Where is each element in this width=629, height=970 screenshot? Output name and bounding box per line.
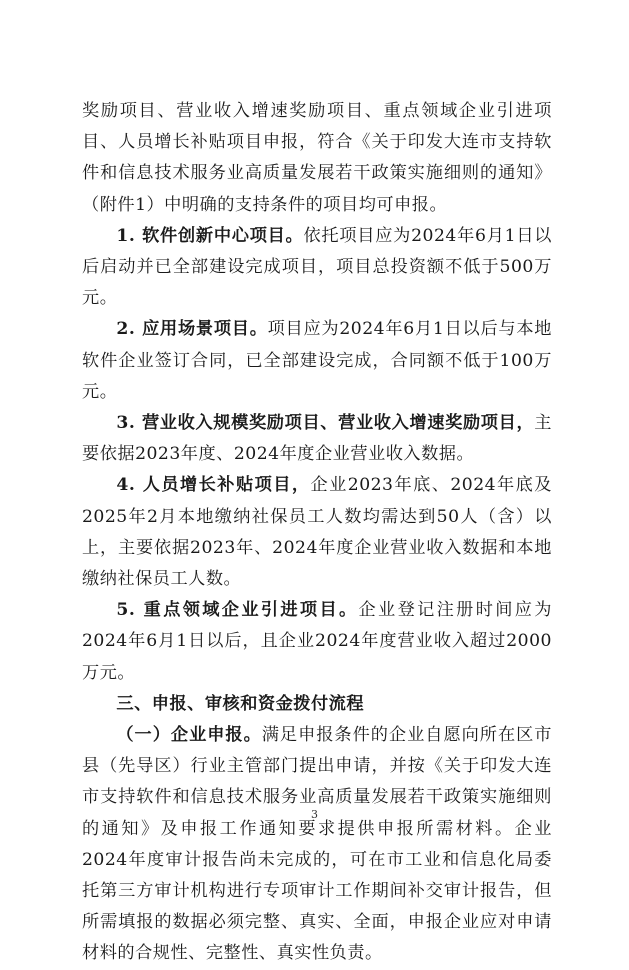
item-1-title: 1. 软件创新中心项目。: [116, 225, 304, 246]
section-heading: 三、申报、审核和资金拨付流程: [116, 693, 365, 714]
paragraph-item-1: [82, 221, 552, 315]
subsection-1-body: 满足申报条件的企业自愿向所在区市县（先导区）行业主管部门提出申请，并按《关于印发大连市支持软件和信息技术服务业高质量发展若干政策实施细则的通知》及申报工作通知要求提供申报所需材料。企业2024年度审计报告尚未完成的，可在市工业和信息化局委托第三方审计机构进行专项审计工作期间补交审计报告，但所需填报的数据必须完整、真实、全面，申报企业应对申请材料的合规性、完整性、真实性负责。: [82, 725, 552, 964]
paragraph-item-5: [82, 595, 552, 689]
item-2-body: 项目应为2024年6月1日以后与本地软件企业签订合同，已全部建设完成，合同额不低于100万元。: [82, 319, 552, 402]
document-body: [82, 96, 552, 970]
subsection-1-title: （一）企业申报。: [116, 725, 262, 746]
item-2-title: 2. 应用场景项目。: [116, 319, 268, 340]
item-1-body: 依托项目应为2024年6月1日以后启动并已全部建设完成项目，项目总投资额不低于500万元。: [82, 225, 552, 309]
paragraph-continuation: [82, 96, 552, 221]
item-3-title: 3. 营业收入规模奖励项目、营业收入增速奖励项目，: [116, 413, 535, 434]
item-5-title: 5. 重点领域企业引进项目。: [116, 600, 359, 621]
paragraph-text: 奖励项目、营业收入增速奖励项目、重点领域企业引进项目、人员增长补贴项目申报，符合《关于印发大连市支持软件和信息技术服务业高质量发展若干政策实施细则的通知》（附件1）中明确的支持条件的项目均可申报。: [82, 101, 552, 215]
paragraph-item-4: [82, 470, 552, 595]
item-4-title: 4. 人员增长补贴项目，: [116, 475, 311, 496]
paragraph-item-3: [82, 408, 552, 470]
item-4-body: 企业2023年底、2024年底及2025年2月本地缴纳社保员工人数均需达到50人（含）以上，主要依据2023年、2024年度企业营业收入数据和本地缴纳社保员工人数。: [82, 475, 552, 590]
paragraph-item-2: [82, 314, 552, 408]
item-5-body: 企业登记注册时间应为2024年6月1日以后，且企业2024年度营业收入超过2000万元。: [82, 600, 552, 683]
paragraph-subsection-1: [82, 720, 552, 970]
page-number: 3: [311, 808, 318, 821]
item-3-body: 主要依据2023年度、2024年度企业营业收入数据。: [82, 413, 552, 465]
